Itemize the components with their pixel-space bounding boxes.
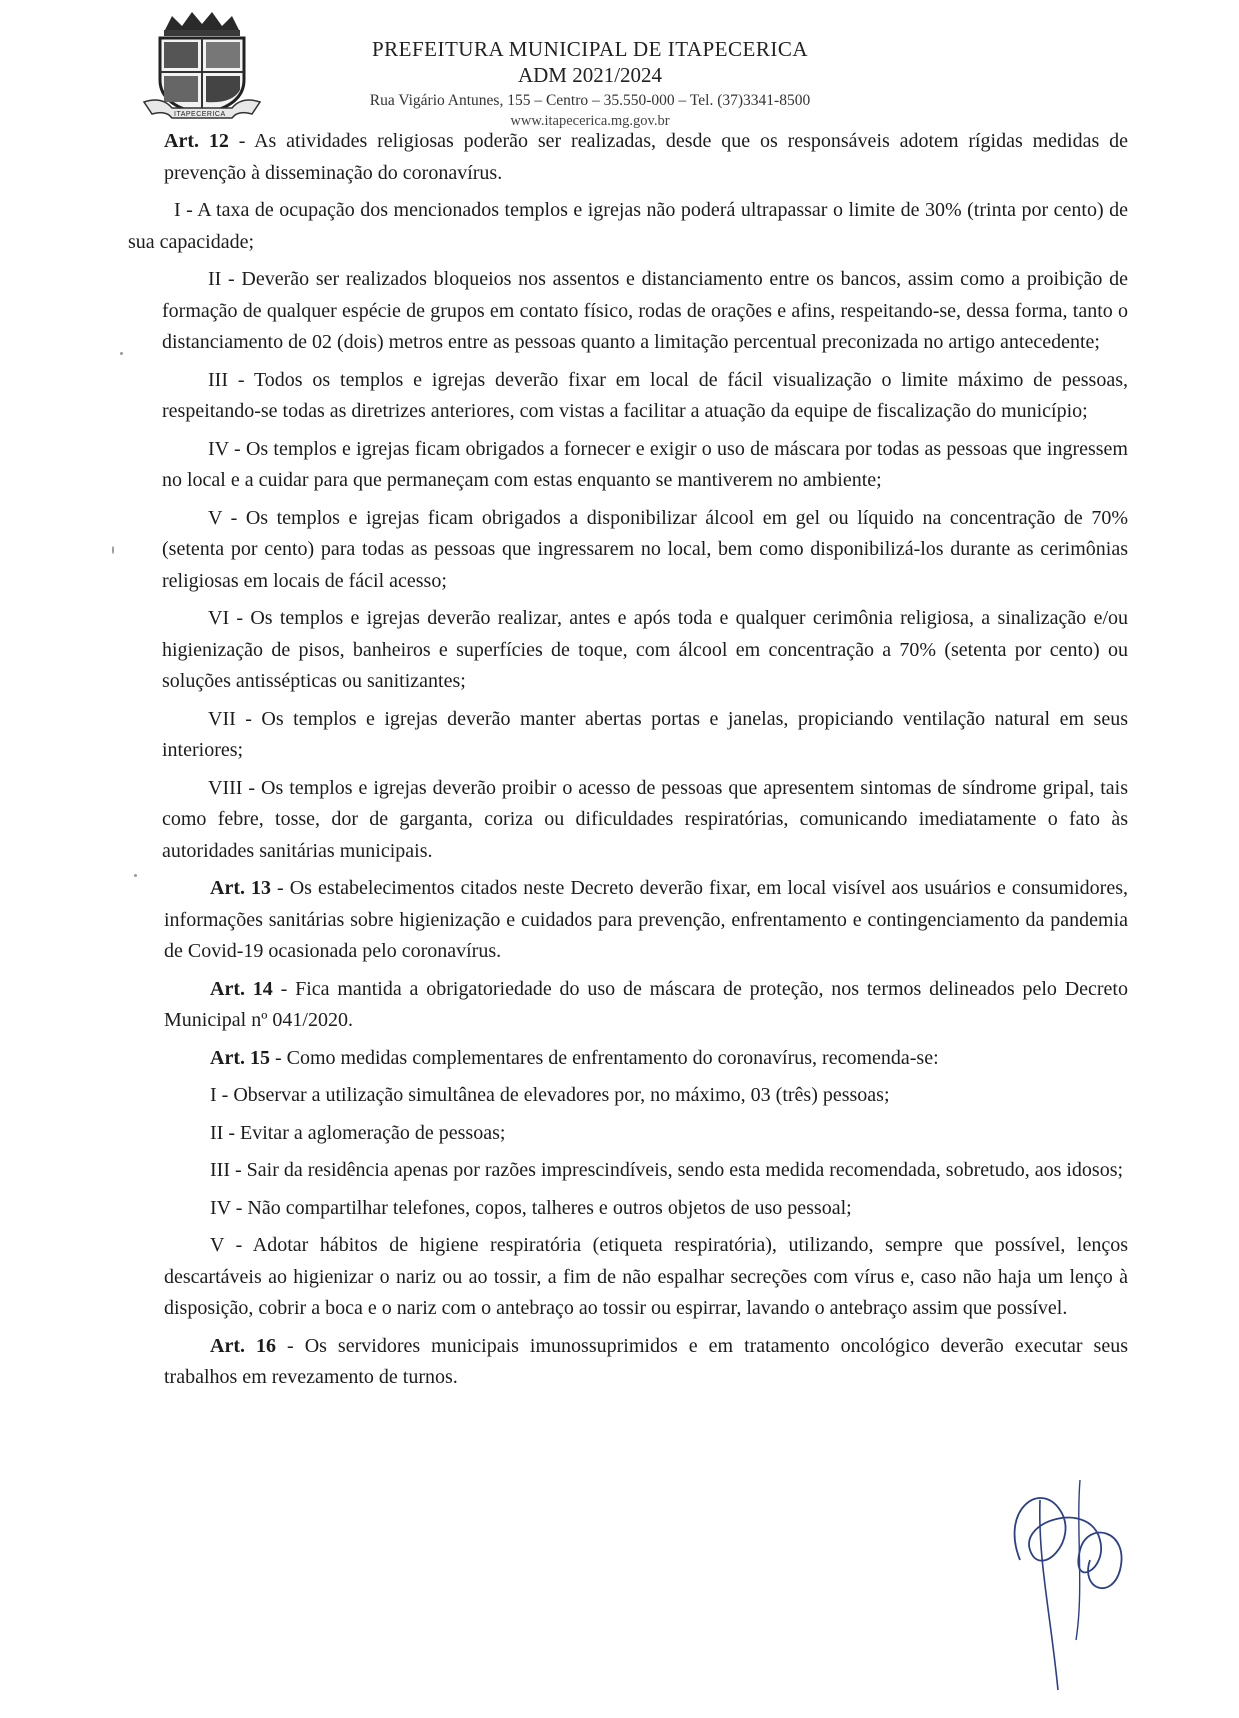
list-item: I - Observar a utilização simultânea de elevadores por, no máximo, 03 (três) pessoas; <box>210 1084 890 1106</box>
list-item: II - Deverão ser realizados bloqueios nos assentos e distanciamento entre os bancos, assim como a proibição de formação de qualquer espécie de grupos em contato físico, rodas de orações e afins, respeitando-se, dessa forma, tanto o distanciamento de 02 (dois) metros entre as pessoas quanto a limitação percentual preconizada no artigo antecedente; <box>162 268 1128 353</box>
scan-speck <box>120 352 123 355</box>
list-item: IV - Os templos e igrejas ficam obrigados a fornecer e exigir o uso de máscara por todas as pessoas que ingressem no local e a cuidar para que permaneçam com estas enquanto se mantiverem no ambiente; <box>162 437 1128 491</box>
article-text: - Os servidores municipais imunossuprimidos e em tratamento oncológico deverão executar seus trabalhos em revezamento de turnos. <box>164 1334 1128 1388</box>
article-13 <box>128 873 1128 968</box>
list-item: VI - Os templos e igrejas deverão realizar, antes e após toda e qualquer cerimônia religiosa, a sinalização e/ou higienização de pisos, banheiros e superfícies de toque, com álcool em concentração a 70% (setenta por cento) ou soluções antissépticas ou sanitizantes; <box>162 607 1128 692</box>
municipal-crest-logo <box>142 10 262 125</box>
header-title: PREFEITURA MUNICIPAL DE ITAPECERICA <box>371 37 809 61</box>
crest-banner-text: ITAPECERICA <box>174 111 226 118</box>
letterhead <box>300 36 880 130</box>
list-item: II - Evitar a aglomeração de pessoas; <box>210 1121 506 1144</box>
scan-speck <box>134 874 137 877</box>
article-number: Art. 12 <box>164 130 229 152</box>
list-item: I - A taxa de ocupação dos mencionados templos e igrejas não poderá ultrapassar o limite de 30% (trinta por cento) de sua capacidade; <box>128 199 1128 253</box>
article-number: Art. 16 <box>210 1334 276 1357</box>
article-number: Art. 14 <box>210 977 273 1000</box>
article-text: - Os estabelecimentos citados neste Decreto deverão fixar, em local visível aos usuários e consumidores, informações sanitárias sobre higienização e cuidados para prevenção, enfrentamento e contingenciamento da pandemia de Covid-19 ocasionada pelo coronavírus. <box>164 877 1128 962</box>
header-address: Rua Vigário Antunes, 155 – Centro – 35.550-000 – Tel. (37)3341-8500 <box>369 92 811 109</box>
list-item: VII - Os templos e igrejas deverão manter abertas portas e janelas, propiciando ventilação natural em seus interiores; <box>162 707 1128 761</box>
article-text: - As atividades religiosas poderão ser realizadas, desde que os responsáveis adotem rígidas medidas de prevenção à disseminação do coronavírus. <box>164 130 1129 184</box>
article-14 <box>128 974 1128 1037</box>
article-15 <box>128 1043 1128 1075</box>
list-item: III - Sair da residência apenas por razões imprescindíveis, sendo esta medida recomendada, sobretudo, aos idosos; <box>210 1159 1124 1181</box>
signature-initials <box>980 1440 1140 1700</box>
list-item: III - Todos os templos e igrejas deverão fixar em local de fácil visualização o limite máximo de pessoas, respeitando-se todas as diretrizes anteriores, com vistas a facilitar a atuação da equipe de fiscalização do município; <box>162 368 1128 422</box>
article-12 <box>128 126 1128 189</box>
article-text: - Fica mantida a obrigatoriedade do uso de máscara de proteção, nos termos delineados pelo Decreto Municipal nº 041/2020. <box>164 977 1128 1031</box>
list-item: IV - Não compartilhar telefones, copos, talheres e outros objetos de uso pessoal; <box>210 1196 852 1219</box>
header-website: www.itapecerica.mg.gov.br <box>510 113 670 129</box>
list-item: V - Os templos e igrejas ficam obrigados a disponibilizar álcool em gel ou líquido na concentração de 70% (setenta por cento) para todas as pessoas que ingressarem no local, bem como disponibilizá-los durante as cerimônias religiosas em locais de fácil acesso; <box>162 506 1128 592</box>
article-text: - Como medidas complementares de enfrentamento do coronavírus, recomenda-se: <box>269 1046 939 1069</box>
article-number: Art. 15 <box>210 1046 270 1069</box>
list-item: V - Adotar hábitos de higiene respiratória (etiqueta respiratória), utilizando, sempre que possível, lenços descartáveis ao higienizar o nariz ou ao tossir, a fim de não espalhar secreções com vírus e, caso não haja um lenço à disposição, cobrir a boca e o nariz com o antebraço ao tossir ou espirrar, lavando o antebraço assim que possível. <box>164 1234 1128 1319</box>
header-subtitle: ADM 2021/2024 <box>517 63 663 87</box>
article-16 <box>128 1331 1128 1394</box>
scan-speck <box>112 546 114 554</box>
document-body <box>128 126 1128 1400</box>
list-item: VIII - Os templos e igrejas deverão proibir o acesso de pessoas que apresentem sintomas de síndrome gripal, tais como febre, tosse, dor de garganta, coriza ou dificuldades respiratórias, comunicando imediatamente o fato às autoridades sanitárias municipais. <box>162 776 1128 862</box>
article-number: Art. 13 <box>210 877 271 899</box>
